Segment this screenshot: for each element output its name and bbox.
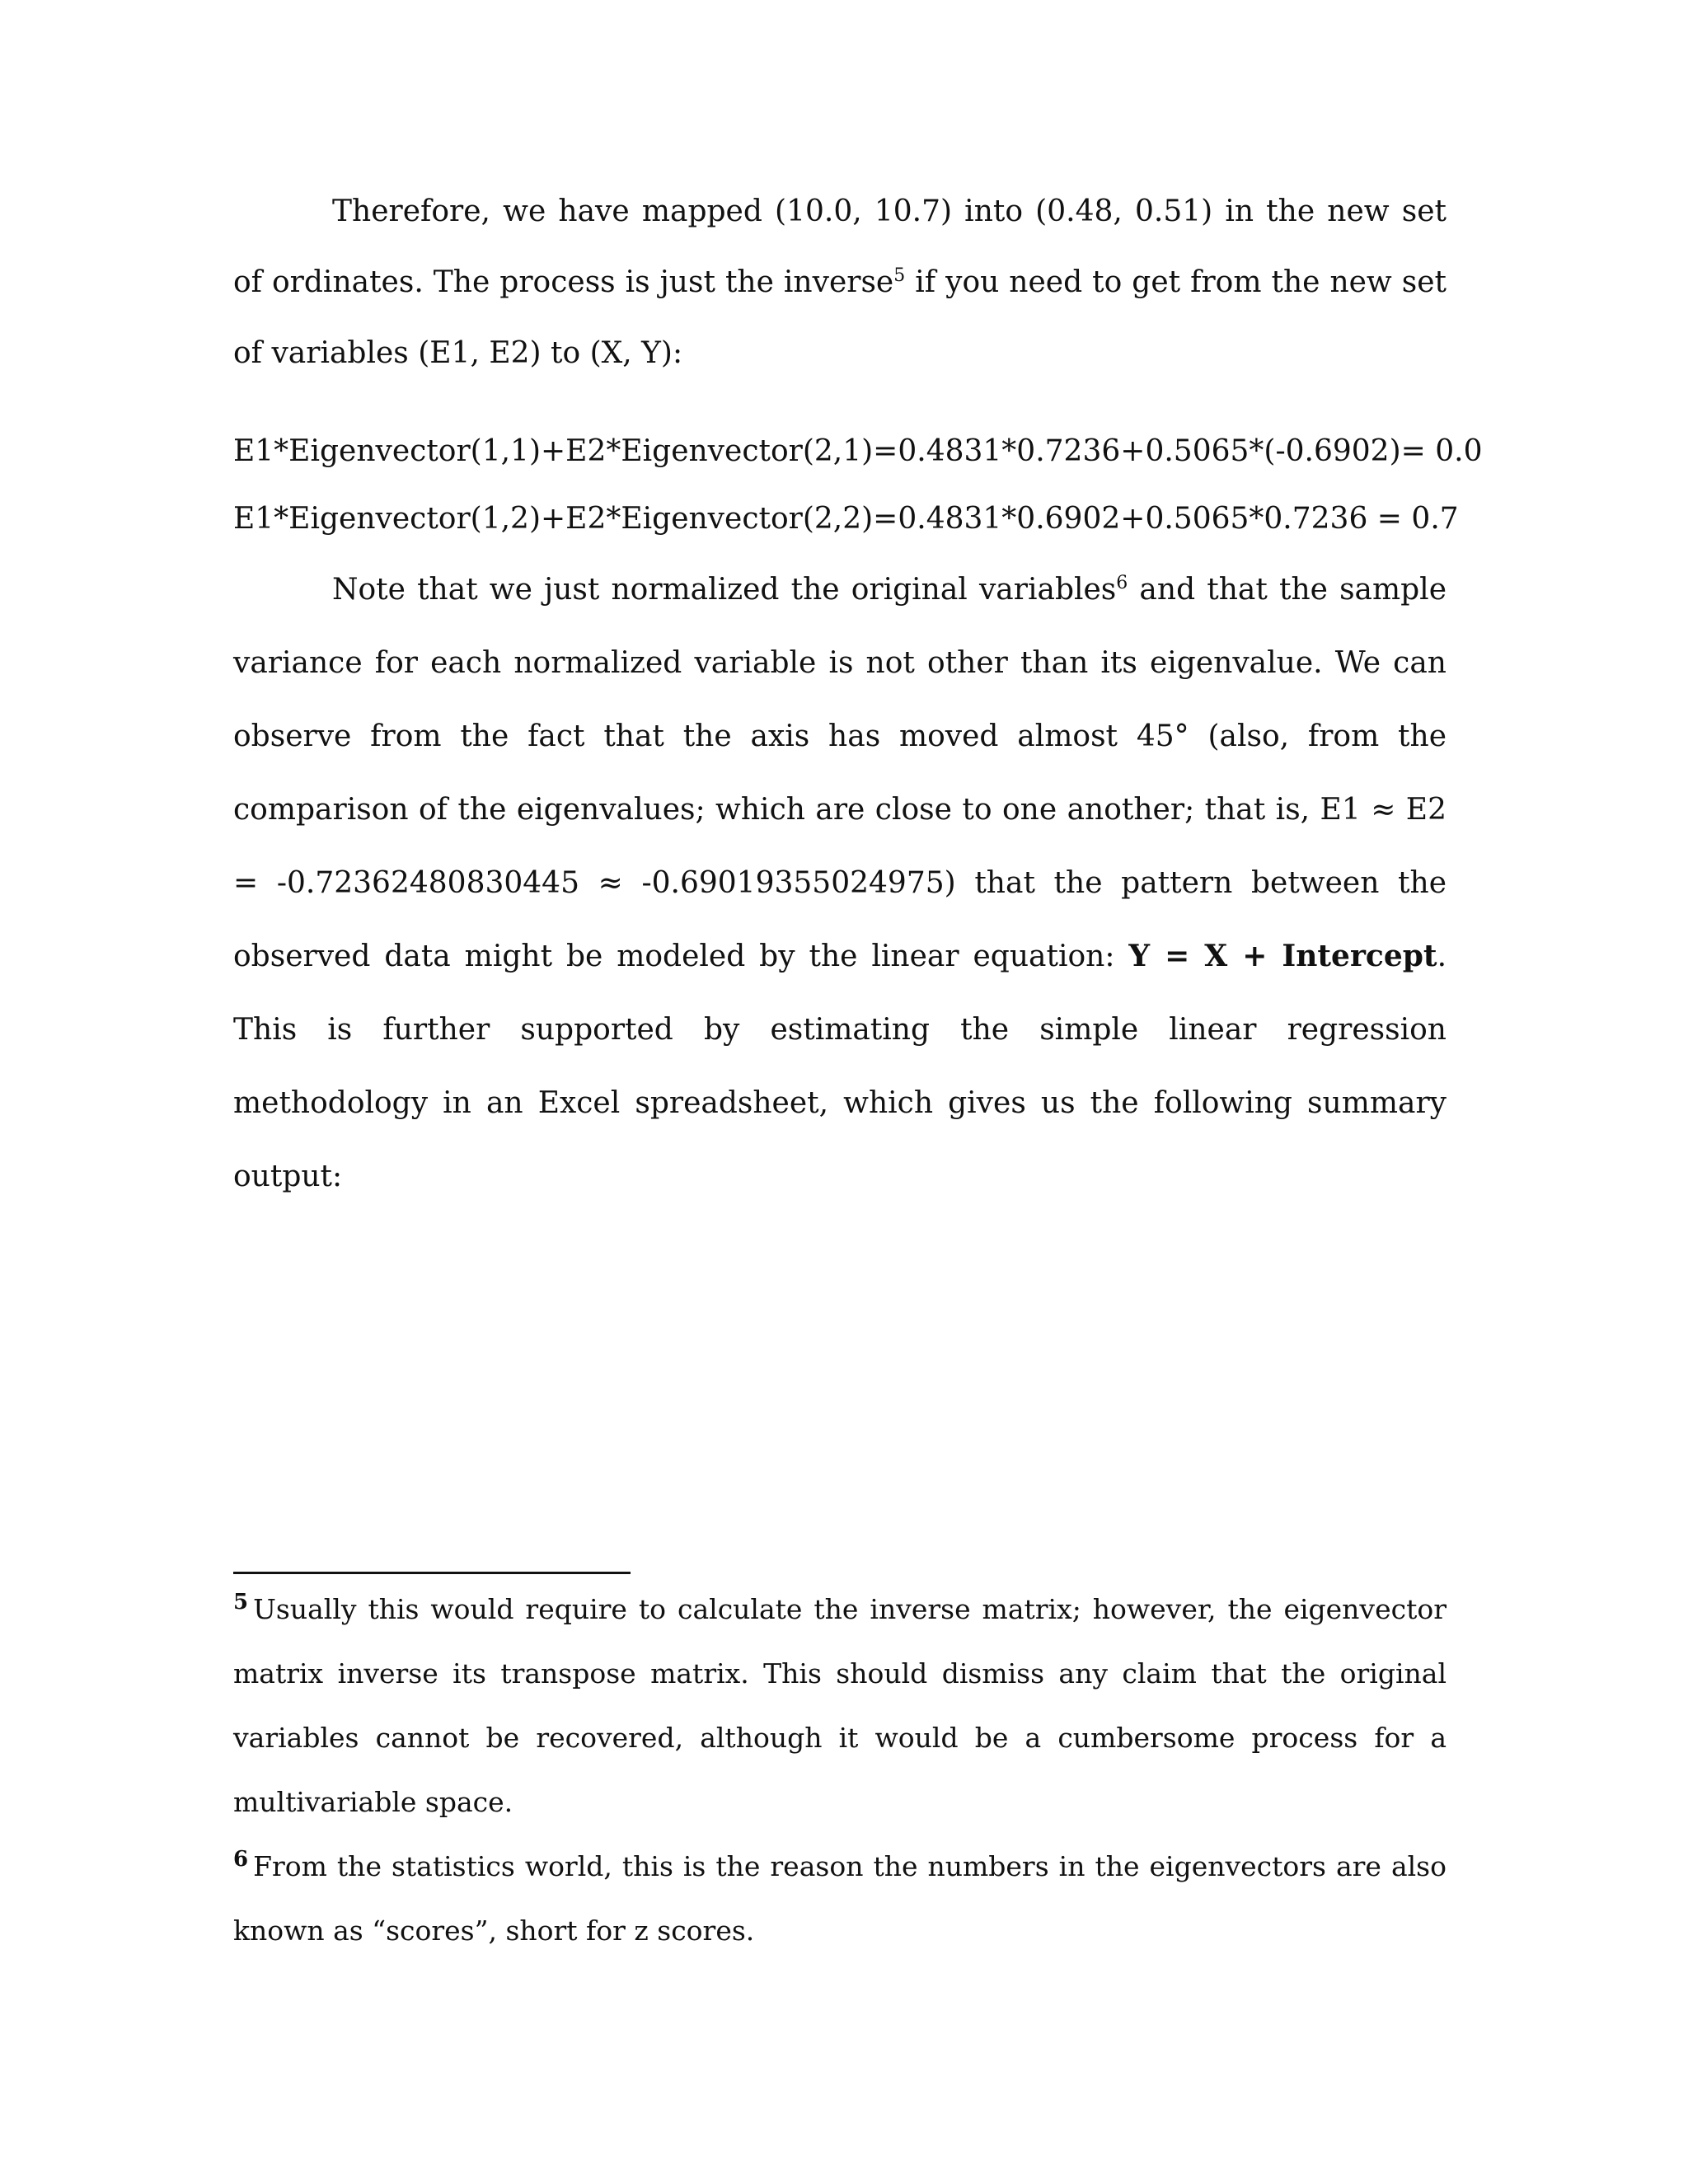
paragraph-mapping-text: Therefore, we have mapped (10.0, 10.7) into (0.48, 0.51) in the new set of ordinates. The process is just the inverse — [233, 194, 1447, 299]
paragraph-normalization-text-after: . This is further supported by estimating the simple linear regression methodology in an Excel spreadsheet, which gives us the following summary output: — [233, 940, 1447, 1193]
footnote-separator — [233, 1572, 631, 1574]
paragraph-normalization-text: Note that we just normalized the original variables — [332, 573, 1117, 607]
equation-line-1: E1*Eigenvector(1,1)+E2*Eigenvector(2,1)=0.4831*0.7236+0.5065*(-0.6902)= 0.0 — [233, 434, 1483, 468]
linear-equation: Y = X + Intercept — [1128, 939, 1437, 973]
paragraph-normalization — [233, 553, 1447, 1213]
footnote-6 — [233, 1835, 1447, 1963]
footnote-ref-5[interactable]: 5 — [893, 265, 906, 286]
footnote-number-5: 5 — [233, 1590, 249, 1615]
footnote-text-6: From the statistics world, this is the reason the numbers in the eigenvectors are also known as “scores”, short for z scores. — [233, 1850, 1447, 1947]
footnote-text-5: Usually this would require to calculate the inverse matrix; however, the eigenvector matrix inverse its transpose matrix. This should dismiss any claim that the original variables cannot be recovered, although it would be a cumbersome process for a multivariable space. — [233, 1593, 1447, 1818]
footnote-number-6: 6 — [233, 1847, 249, 1872]
footnote-ref-6[interactable]: 6 — [1116, 573, 1128, 593]
equation-line-2: E1*Eigenvector(1,2)+E2*Eigenvector(2,2)=0.4831*0.6902+0.5065*0.7236 = 0.7 — [233, 502, 1459, 536]
footnote-5 — [233, 1577, 1447, 1835]
paragraph-normalization-text-middle: and that the sample variance for each normalized variable is not other than its eigenvalue. We can observe from the fact that the axis has moved almost 45° (also, from the comparison of the eigenvalues; which are close to one another; that is, E1 ≈ E2 = -0.72362480830445 ≈ -0.69019355024975) that the pattern between the observed data might be modeled by the linear equation: — [233, 573, 1447, 973]
paragraph-mapping-text-after: if you need to get from the new set of variables (E1, E2) to (X, Y): — [233, 265, 1447, 370]
paragraph-mapping — [233, 176, 1447, 389]
